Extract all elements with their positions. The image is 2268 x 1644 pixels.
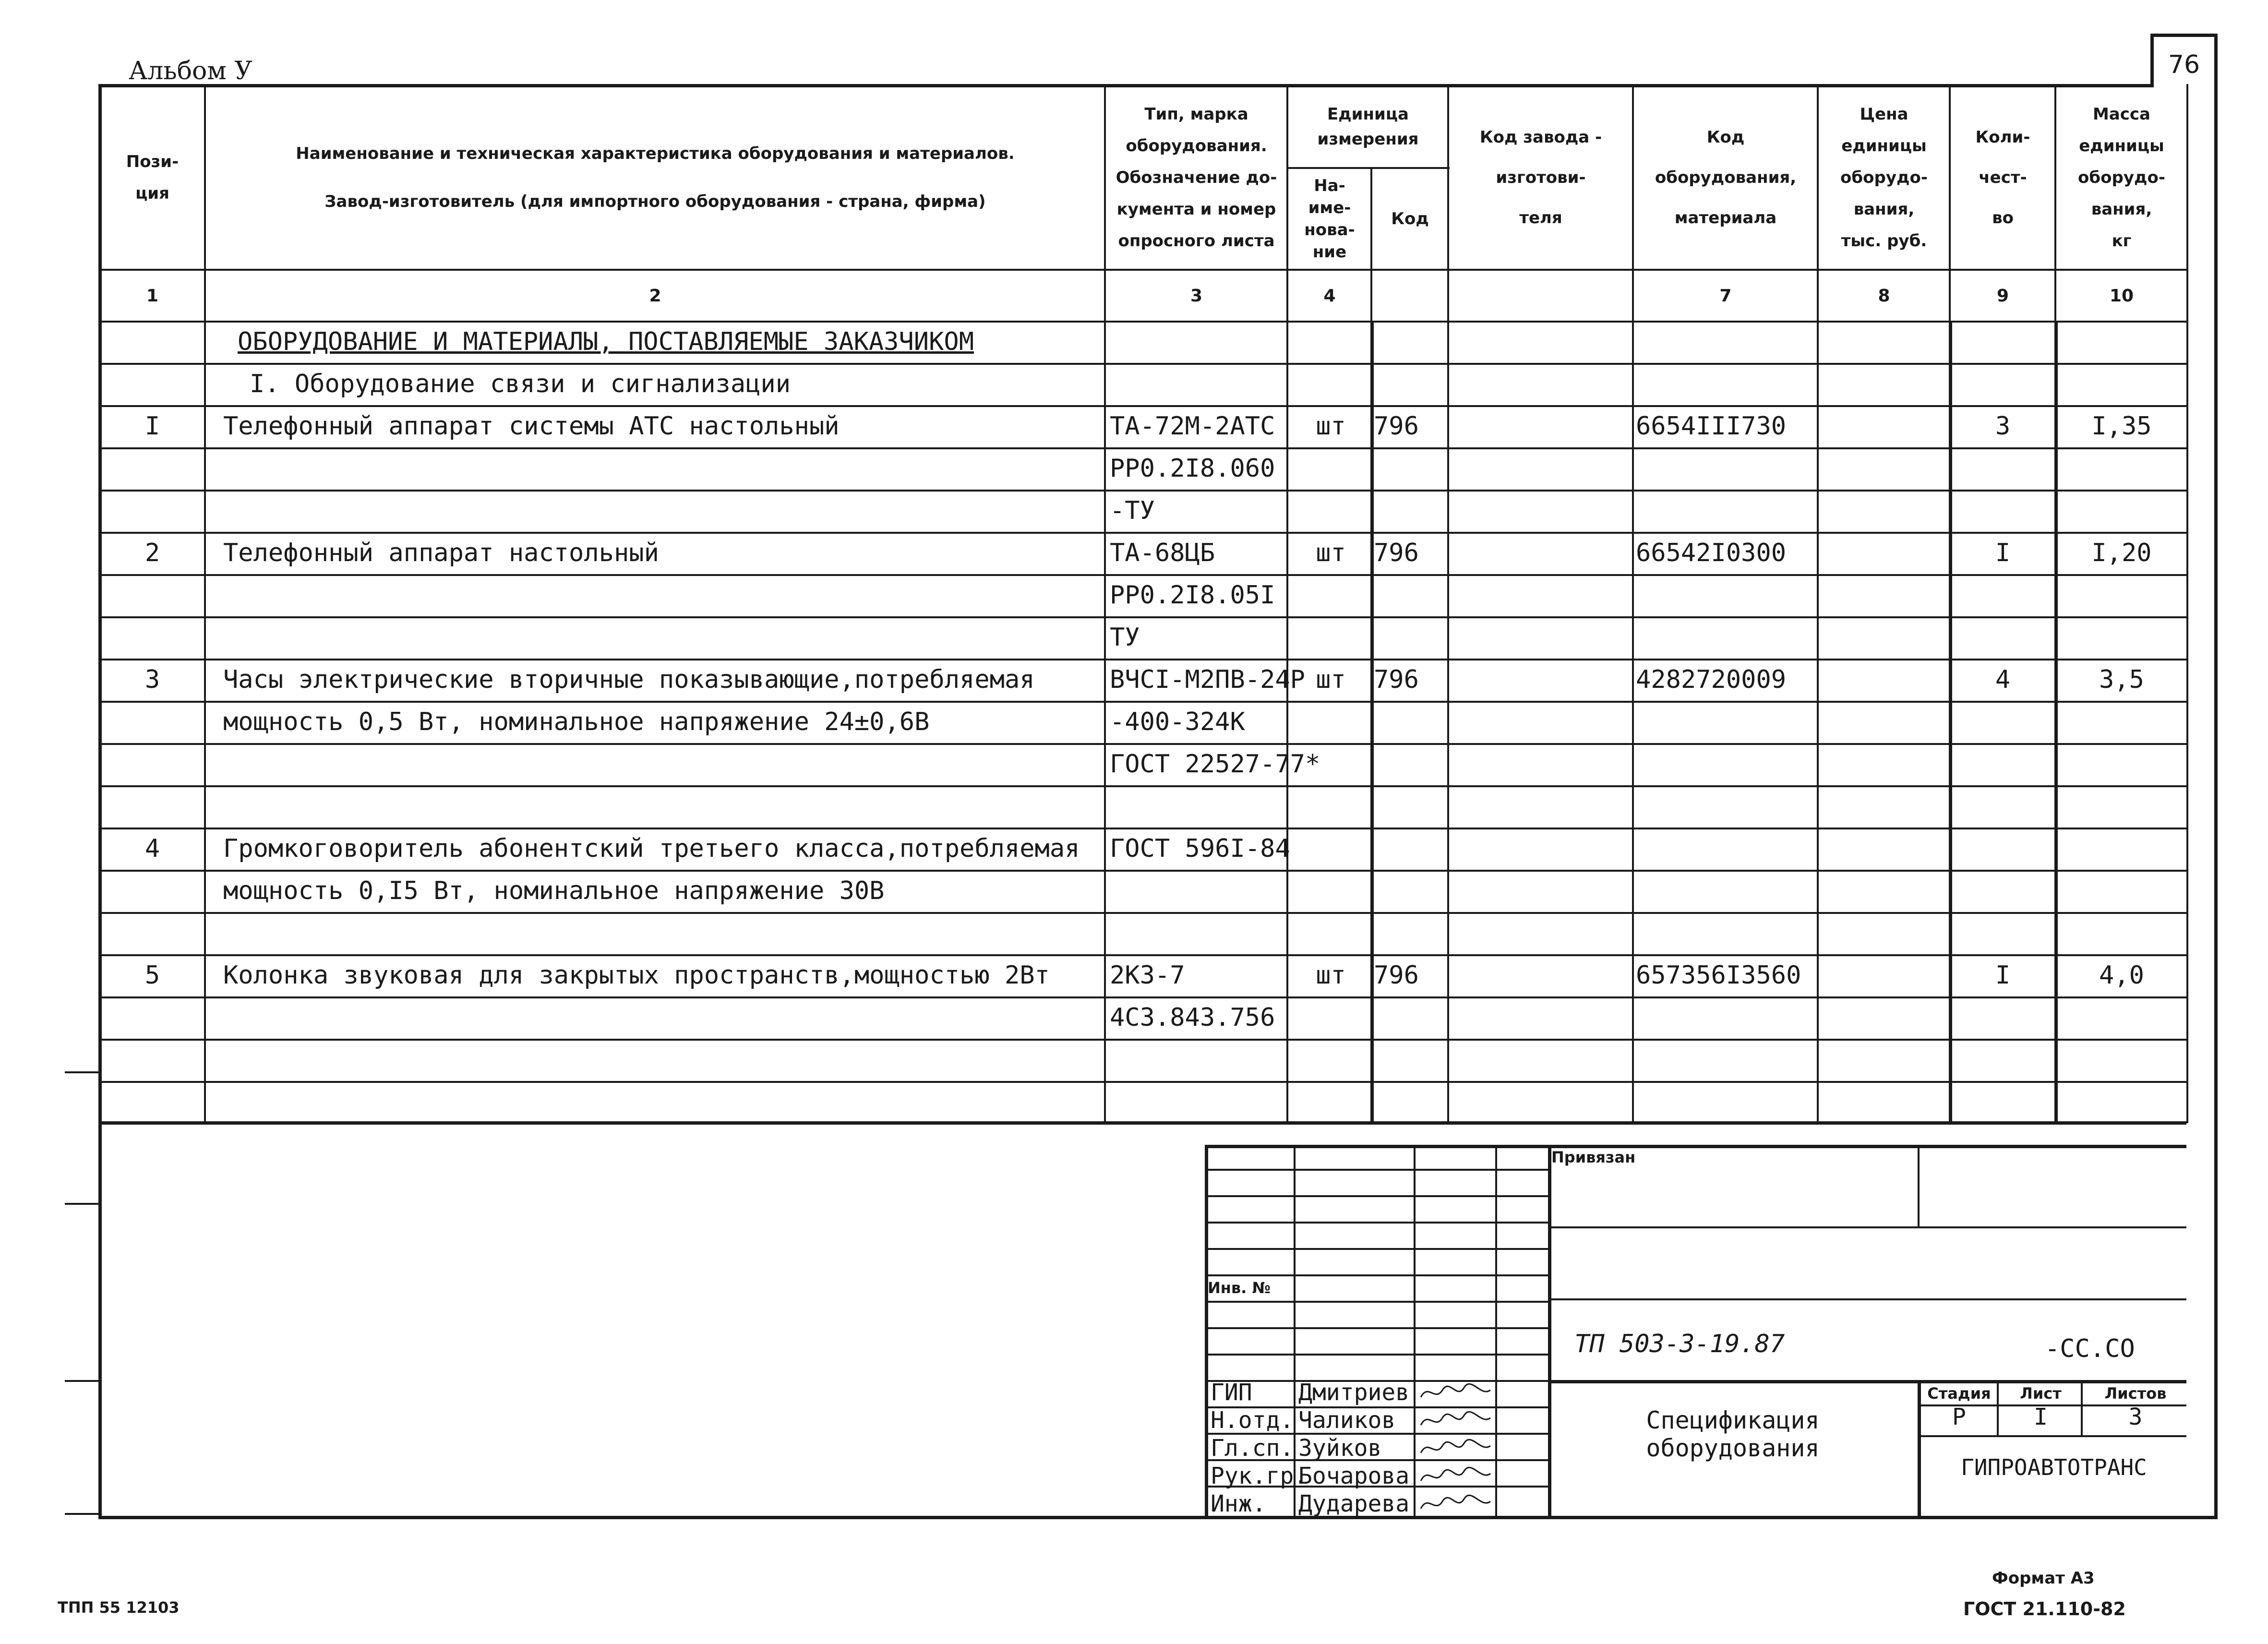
sheet-label: Лист <box>2020 1384 2062 1403</box>
header-quantity: Коли- чест- во <box>1975 128 2030 228</box>
margin-tick <box>65 1380 101 1382</box>
signer-name: Дударева <box>1298 1490 1410 1517</box>
cell-qty: 4 <box>1995 665 2011 694</box>
header-unit-code: Код <box>1391 209 1429 228</box>
header-equipment-code: Код оборудования, материала <box>1655 128 1797 228</box>
col-line <box>2186 84 2188 1123</box>
signer-role: ГИП <box>1211 1379 1252 1406</box>
row-line <box>98 912 2186 914</box>
tb-line <box>1205 1169 1548 1171</box>
header-price: Цена единицы оборудо- вания, тыс. руб. <box>1840 105 1928 251</box>
print-code: ТПП 55 12103 <box>58 1598 180 1617</box>
cell-unit-code: 796 <box>1374 665 1419 694</box>
tb-col <box>1548 1145 1551 1519</box>
cell-unit: шт <box>1316 961 1346 990</box>
title-block-left <box>1205 1145 1208 1519</box>
stage-value: Р <box>1952 1404 1966 1430</box>
cell-type: 2КЗ-7 <box>1110 961 1185 990</box>
cell-unit-code: 796 <box>1374 539 1419 567</box>
col-number: 7 <box>1719 286 1732 306</box>
signer-role: Рук.гр. <box>1211 1463 1308 1489</box>
col-number: 10 <box>2109 286 2134 306</box>
header-type: Тип, марка оборудования. Обозначение до- кумента и номер опросного листа <box>1116 105 1277 251</box>
album-label: Альбом У <box>129 57 252 85</box>
row-line <box>98 785 2186 787</box>
cell-name: Телефонный аппарат системы АТС настольный <box>223 412 840 441</box>
col-number: 4 <box>1323 286 1336 306</box>
cell-type: ВЧСI-М2ПВ-24Р <box>1110 665 1305 694</box>
cell-unit-code: 796 <box>1374 412 1419 441</box>
tb-line <box>1205 1222 1548 1224</box>
cell-type: -ТУ <box>1110 496 1155 525</box>
signer-name: Чаликов <box>1298 1407 1396 1434</box>
sheets-label: Листов <box>2104 1384 2167 1403</box>
row-line <box>98 1081 2186 1083</box>
sheet-value: I <box>2034 1404 2048 1430</box>
cell-type: РР0.2I8.060 <box>1110 454 1275 483</box>
cell-name: мощность 0,I5 Вт, номинальное напряжение 30В <box>223 876 885 905</box>
header-mass: Масса единицы оборудо- вания, кг <box>2078 105 2165 251</box>
cell-mass: 4,0 <box>2099 961 2144 990</box>
table-bottom-line <box>98 1121 2186 1125</box>
header-unit-group: Единица измерения <box>1317 105 1419 149</box>
signer-name: Дмитриев <box>1298 1379 1410 1406</box>
col-number: 3 <box>1190 286 1203 306</box>
header-unit-name: На- име- нова- ние <box>1304 176 1355 262</box>
col-line <box>1632 84 1634 1123</box>
doc-suffix: -СС.СО <box>2045 1334 2135 1363</box>
cell-mass: I,35 <box>2091 412 2152 441</box>
tb-line <box>1205 1301 1548 1303</box>
cell-name: I. Оборудование связи и сигнализации <box>250 370 791 398</box>
cell-unit: шт <box>1316 665 1346 694</box>
tb-col <box>2081 1380 2083 1435</box>
cell-type: 4СЗ.843.756 <box>1110 1003 1275 1032</box>
cell-pos: 5 <box>144 961 160 990</box>
cell-type: ТУ <box>1110 623 1140 652</box>
tb-line <box>1205 1248 1548 1250</box>
cell-mass: I,20 <box>2091 539 2152 567</box>
signature-icon <box>1418 1464 1495 1488</box>
tb-line <box>1918 1435 2186 1437</box>
tb-col <box>1918 1145 1920 1226</box>
format-label: Формат А3 <box>1992 1569 2095 1588</box>
doc-title: Спецификация оборудования <box>1646 1406 1820 1462</box>
col-line <box>1817 84 1819 1123</box>
signer-role: Н.отд. <box>1211 1407 1294 1434</box>
tb-line <box>1205 1354 1548 1356</box>
signature-icon <box>1418 1408 1495 1432</box>
gost-label: ГОСТ 21.110-82 <box>1963 1598 2126 1620</box>
cell-name: Телефонный аппарат настольный <box>223 539 659 567</box>
cell-pos: 4 <box>144 834 160 863</box>
col-line <box>1104 84 1106 1123</box>
cell-type: ГОСТ 22527-77* <box>1110 750 1320 779</box>
page-number-box <box>2150 34 2218 87</box>
signature-icon <box>1418 1492 1495 1516</box>
tb-line <box>1205 1195 1548 1197</box>
col-line <box>1286 84 1288 1123</box>
tb-col <box>1997 1380 1999 1435</box>
col-number: 9 <box>1996 286 2009 306</box>
cell-unit-code: 796 <box>1374 961 1419 990</box>
cell-name: мощность 0,5 Вт, номинальное напряжение 24±0,6В <box>223 708 930 736</box>
col-number: 2 <box>649 286 661 306</box>
cell-code: 66542I0300 <box>1636 539 1787 567</box>
col-line <box>1370 321 1374 1122</box>
cell-name: ОБОРУДОВАНИЕ И МАТЕРИАЛЫ, ПОСТАВЛЯЕМЫЕ ЗАКАЗЧИКОМ <box>238 327 974 356</box>
col-line <box>1447 84 1449 1123</box>
signer-name: Бочарова <box>1298 1463 1410 1489</box>
tb-line <box>1548 1380 2186 1383</box>
header-position: Пози- ция <box>126 152 179 203</box>
cell-code: 657356I3560 <box>1636 961 1801 990</box>
inv-no-label: Инв. № <box>1208 1279 1271 1297</box>
cell-pos: I <box>144 412 160 441</box>
page-number: 76 <box>2168 50 2200 79</box>
col-line <box>204 84 206 1123</box>
organization: ГИПРОАВТОТРАНС <box>1961 1454 2147 1480</box>
cell-name: Громкоговоритель абонентский третьего класса,потребляемая <box>223 834 1080 863</box>
tb-line <box>1205 1327 1548 1329</box>
cell-qty: I <box>1995 961 2011 990</box>
cell-code: 4282720009 <box>1636 665 1787 694</box>
cell-type: ТА-72М-2АТС <box>1110 412 1275 441</box>
signer-role: Гл.сп. <box>1211 1435 1294 1462</box>
stage-label: Стадия <box>1927 1384 1991 1403</box>
col-number: 8 <box>1878 286 1890 306</box>
signature-icon <box>1418 1436 1495 1460</box>
cell-name: Колонка звуковая для закрытых пространств,мощностью 2Вт <box>223 961 1050 990</box>
col-number: 1 <box>146 286 159 306</box>
cell-type: ТА-68ЦБ <box>1110 539 1215 567</box>
cell-unit: шт <box>1316 539 1346 567</box>
margin-tick <box>65 1071 101 1073</box>
sheets-value: 3 <box>2128 1404 2143 1430</box>
signer-role: Инж. <box>1211 1490 1266 1517</box>
title-block-top <box>1205 1145 2186 1148</box>
signer-name: Зуйков <box>1298 1435 1382 1462</box>
cell-type: -400-324К <box>1110 708 1245 736</box>
doc-code: ТП 503-3-19.87 <box>1574 1330 1785 1358</box>
tb-line <box>1205 1274 1548 1276</box>
row-line <box>98 1039 2186 1041</box>
header-factory-code: Код завода - изготови- теля <box>1479 128 1602 228</box>
tb-col <box>1918 1380 1921 1519</box>
cell-code: 6654III730 <box>1636 412 1787 441</box>
header-name: Наименование и техническая характеристика оборудования и материалов. Завод-изготовитель (для импортного оборудования - страна, фирма) <box>296 144 1015 211</box>
privyazan-label: Привязан <box>1551 1148 1636 1166</box>
tb-col <box>1495 1145 1497 1519</box>
signature-icon <box>1418 1380 1495 1404</box>
tb-line <box>1548 1226 2186 1228</box>
cell-type: ГОСТ 596I-84 <box>1110 834 1290 863</box>
margin-tick <box>65 1513 101 1515</box>
cell-unit: шт <box>1316 412 1346 441</box>
cell-mass: 3,5 <box>2099 665 2144 694</box>
tb-line <box>1548 1298 2186 1300</box>
cell-pos: 3 <box>144 665 160 694</box>
cell-type: РР0.2I8.05I <box>1110 581 1275 610</box>
margin-tick <box>65 1203 101 1205</box>
cell-qty: I <box>1995 539 2011 567</box>
cell-qty: 3 <box>1995 412 2011 441</box>
tb-col <box>1414 1145 1416 1519</box>
cell-name: Часы электрические вторичные показывающие,потребляемая <box>223 665 1035 694</box>
cell-pos: 2 <box>144 539 160 567</box>
